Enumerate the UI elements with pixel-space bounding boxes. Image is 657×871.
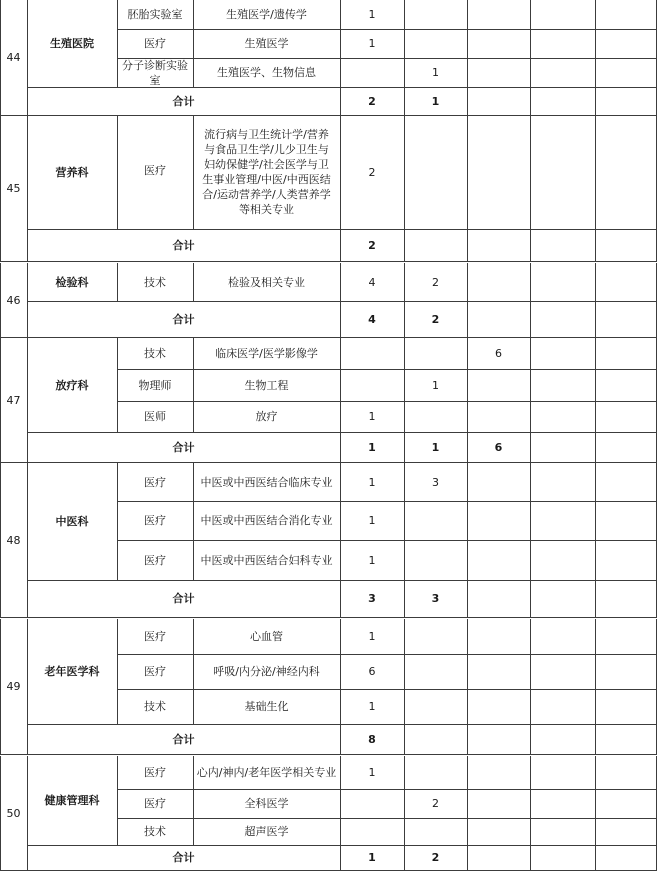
count-cell-c8: [595, 338, 657, 369]
count-cell-c6: [467, 58, 530, 87]
grid-line: [404, 263, 405, 337]
grid-line: [27, 115, 28, 261]
count-cell-c5: 1: [432, 66, 439, 79]
count-cell-c8: [595, 619, 657, 654]
grid-line: [0, 115, 1, 261]
grid-line: [27, 463, 28, 617]
grid-line: [340, 619, 341, 754]
grid-line: [467, 756, 468, 870]
count-cell-c4: 6: [368, 665, 376, 678]
subtotal-c7: [530, 229, 595, 261]
grid-line: [404, 0, 405, 115]
count-cell-c8: [595, 689, 657, 724]
count-cell-c8: [595, 401, 657, 432]
count-cell-c8: [595, 501, 657, 540]
count-cell-c4: [340, 818, 404, 845]
subtotal-c7: [530, 845, 595, 870]
grid-line: [117, 756, 118, 845]
row-number: 48: [6, 533, 21, 547]
subtotal-c8: [595, 724, 657, 754]
grid-line: [467, 619, 468, 754]
row-number: 50: [6, 806, 21, 820]
major-cell: 心内/神内/老年医学相关专业: [196, 766, 337, 779]
count-cell-c6: [467, 263, 530, 301]
subtotal-label: 合计: [172, 94, 195, 108]
count-cell-c4: 1: [368, 8, 376, 21]
grid-line: [340, 756, 341, 870]
row-number: 45: [6, 181, 21, 195]
count-cell-c4: 2: [368, 165, 376, 179]
major-cell: 放疗: [255, 410, 278, 423]
subtotal-c8: [595, 301, 657, 337]
major-cell: 中医或中西医结合消化专业: [200, 514, 333, 527]
grid-line: [193, 0, 194, 87]
subtotal-label: 合计: [172, 312, 195, 326]
grid-line: [530, 338, 531, 462]
count-cell-c4: [340, 369, 404, 401]
count-cell-c8: [595, 818, 657, 845]
category-cell: 医疗: [144, 514, 166, 527]
count-cell-c5: [404, 29, 467, 58]
count-cell-c5: [404, 689, 467, 724]
count-cell-c8: [595, 115, 657, 229]
count-cell-c8: [595, 58, 657, 87]
subtotal-label: 合计: [172, 440, 195, 454]
grid-line: [117, 619, 118, 724]
grid-line: [193, 115, 194, 229]
major-cell: 检验及相关专业: [228, 275, 305, 289]
subtotal-c7: [530, 301, 595, 337]
subtotal-label: 合计: [172, 851, 195, 864]
grid-line: [340, 463, 341, 617]
count-cell-c8: [595, 369, 657, 401]
count-cell-c6: [467, 756, 530, 789]
count-cell-c4: 1: [368, 553, 376, 567]
grid-line: [193, 619, 194, 724]
count-cell-c8: [595, 463, 657, 501]
count-cell-c7: [530, 619, 595, 654]
category-cell: 医疗: [144, 37, 166, 50]
major-cell: 中医或中西医结合临床专业: [200, 475, 333, 489]
count-cell-c8: [595, 756, 657, 789]
count-cell-c6: [467, 619, 530, 654]
subtotal-c4: 4: [368, 312, 376, 326]
grid-line: [193, 263, 194, 301]
subtotal-c4: 2: [368, 94, 376, 108]
subtotal-c5: 2: [431, 312, 440, 326]
count-cell-c6: [467, 818, 530, 845]
grid-line: [340, 0, 341, 115]
major-cell: 呼吸/内分泌/神经内科: [213, 665, 320, 678]
row-number: 47: [6, 393, 21, 407]
grid-line: [467, 115, 468, 261]
subtotal-c8: [595, 87, 657, 115]
grid-line: [404, 115, 405, 261]
grid-line: [0, 261, 657, 262]
subtotal-c5: 1: [431, 94, 440, 108]
grid-line: [27, 619, 28, 754]
subtotal-c4: 3: [368, 592, 376, 605]
count-cell-c6: 6: [495, 347, 502, 360]
count-cell-c8: [595, 0, 657, 29]
grid-line: [340, 263, 341, 337]
grid-line: [467, 463, 468, 617]
category-cell: 技术: [144, 700, 166, 713]
category-cell: 医疗: [144, 665, 166, 678]
major-cell: 全科医学: [244, 797, 289, 810]
count-cell-c8: [595, 654, 657, 689]
grid-line: [193, 463, 194, 580]
count-cell-c7: [530, 501, 595, 540]
subtotal-c4: 1: [368, 851, 376, 864]
count-cell-c4: 1: [368, 700, 376, 713]
count-cell-c8: [595, 540, 657, 580]
grid-line: [193, 338, 194, 432]
count-cell-c7: [530, 818, 595, 845]
count-cell-c7: [530, 401, 595, 432]
department-name: 老年医学科: [44, 665, 100, 678]
count-cell-c7: [530, 689, 595, 724]
subtotal-c6: [467, 845, 530, 870]
subtotal-c5: 3: [431, 592, 440, 605]
row-number: 49: [6, 680, 21, 693]
grid-line: [595, 463, 596, 617]
category-cell: 医疗: [144, 797, 166, 810]
subtotal-c6: [467, 229, 530, 261]
grid-line: [0, 756, 1, 870]
department-name: 营养科: [55, 165, 89, 179]
subtotal-c8: [595, 432, 657, 462]
grid-line: [0, 463, 1, 617]
category-cell: 医师: [144, 410, 166, 423]
subtotal-c7: [530, 724, 595, 754]
subtotal-label: 合计: [172, 238, 195, 252]
category-cell: 胚胎实验室: [127, 8, 183, 21]
subtotal-c5: [404, 229, 467, 261]
count-cell-c6: [467, 689, 530, 724]
count-cell-c6: [467, 369, 530, 401]
count-cell-c8: [595, 263, 657, 301]
major-cell: 中医或中西医结合妇科专业: [200, 553, 333, 567]
category-cell: 技术: [144, 347, 166, 360]
count-cell-c6: [467, 654, 530, 689]
count-cell-c6: [467, 29, 530, 58]
major-cell: 生殖医学、生物信息: [217, 66, 316, 79]
count-cell-c5: 2: [432, 797, 439, 810]
count-cell-c5: 2: [432, 275, 439, 289]
count-cell-c5: [404, 401, 467, 432]
count-cell-c4: [340, 338, 404, 369]
count-cell-c6: [467, 115, 530, 229]
department-name: 健康管理科: [44, 794, 100, 807]
count-cell-c6: [467, 789, 530, 818]
grid-line: [530, 115, 531, 261]
grid-line: [595, 338, 596, 462]
grid-line: [0, 619, 1, 754]
row-number: 44: [6, 51, 21, 64]
department-name: 检验科: [55, 275, 89, 289]
subtotal-c7: [530, 87, 595, 115]
department-name: 放疗科: [55, 378, 89, 392]
subtotal-label: 合计: [172, 592, 195, 605]
grid-line: [404, 619, 405, 754]
count-cell-c5: 3: [432, 475, 439, 489]
major-cell: 生殖医学: [244, 37, 289, 50]
count-cell-c7: [530, 756, 595, 789]
grid-line: [117, 115, 118, 229]
grid-line: [530, 263, 531, 337]
count-cell-c7: [530, 338, 595, 369]
count-cell-c4: 1: [368, 766, 376, 779]
grid-line: [530, 756, 531, 870]
subtotal-c8: [595, 580, 657, 617]
category-cell: 医疗: [144, 553, 166, 567]
subtotal-c5: 2: [431, 851, 440, 864]
count-cell-c5: [404, 115, 467, 229]
count-cell-c5: [404, 619, 467, 654]
major-cell: 超声医学: [244, 825, 289, 838]
grid-line: [595, 115, 596, 261]
major-cell: 基础生化: [244, 700, 289, 713]
subtotal-c5: [404, 724, 467, 754]
grid-line: [340, 115, 341, 261]
major-cell: 临床医学/医学影像学: [215, 347, 318, 360]
major-cell: 流行病与卫生统计学/营养与食品卫生学/儿少卫生与妇幼保健学/社会医学与卫生事业管理/中医/中西医结合/运动营养学/人类营养学等相关专业: [202, 128, 331, 216]
grid-line: [0, 338, 1, 462]
count-cell-c6: [467, 0, 530, 29]
subtotal-c7: [530, 580, 595, 617]
count-cell-c8: [595, 29, 657, 58]
category-cell: 医疗: [144, 164, 166, 177]
subtotal-label: 合计: [172, 732, 195, 746]
count-cell-c7: [530, 58, 595, 87]
grid-line: [467, 0, 468, 115]
count-cell-c5: [404, 818, 467, 845]
count-cell-c7: [530, 463, 595, 501]
count-cell-c8: [595, 789, 657, 818]
count-cell-c4: 1: [368, 630, 376, 643]
count-cell-c6: [467, 463, 530, 501]
department-name: 中医科: [55, 515, 89, 528]
grid-line: [27, 0, 28, 115]
grid-line: [117, 463, 118, 580]
subtotal-c8: [595, 229, 657, 261]
count-cell-c5: [404, 0, 467, 29]
subtotal-c4: 1: [368, 440, 376, 454]
count-cell-c5: [404, 654, 467, 689]
category-cell: 医疗: [144, 630, 166, 643]
count-cell-c7: [530, 115, 595, 229]
subtotal-c6: 6: [494, 440, 503, 454]
count-cell-c5: [404, 756, 467, 789]
grid-line: [117, 263, 118, 301]
count-cell-c4: 1: [368, 410, 376, 423]
count-cell-c5: [404, 540, 467, 580]
subtotal-c6: [467, 301, 530, 337]
count-cell-c7: [530, 29, 595, 58]
category-cell: 分子诊断实验室: [122, 58, 188, 87]
grid-line: [404, 756, 405, 870]
count-cell-c7: [530, 540, 595, 580]
category-cell: 医疗: [144, 766, 166, 779]
count-cell-c5: [404, 501, 467, 540]
count-cell-c4: 1: [368, 514, 376, 527]
grid-line: [0, 617, 657, 618]
count-cell-c6: [467, 540, 530, 580]
grid-line: [595, 756, 596, 870]
count-cell-c7: [530, 263, 595, 301]
count-cell-c7: [530, 789, 595, 818]
count-cell-c7: [530, 0, 595, 29]
grid-line: [467, 338, 468, 462]
category-cell: 技术: [144, 275, 166, 289]
grid-line: [530, 0, 531, 115]
count-cell-c5: 1: [432, 378, 439, 392]
subtotal-c6: [467, 87, 530, 115]
grid-line: [530, 619, 531, 754]
grid-line: [0, 754, 657, 755]
grid-line: [27, 263, 28, 337]
category-cell: 物理师: [138, 378, 172, 392]
count-cell-c4: [340, 789, 404, 818]
grid-line: [595, 0, 596, 115]
count-cell-c5: [404, 338, 467, 369]
major-cell: 生殖医学/遗传学: [226, 8, 307, 21]
grid-line: [117, 338, 118, 432]
category-cell: 技术: [144, 825, 166, 838]
grid-line: [467, 263, 468, 337]
subtotal-c4: 2: [368, 238, 376, 252]
count-cell-c4: 4: [368, 275, 376, 289]
grid-line: [0, 0, 1, 115]
grid-line: [340, 338, 341, 462]
subtotal-c6: [467, 724, 530, 754]
subtotal-c5: 1: [431, 440, 440, 454]
grid-line: [595, 619, 596, 754]
count-cell-c4: [340, 58, 404, 87]
count-cell-c6: [467, 401, 530, 432]
count-cell-c6: [467, 501, 530, 540]
grid-line: [193, 756, 194, 845]
department-name: 生殖医院: [50, 37, 94, 50]
row-number: 46: [6, 293, 21, 307]
grid-line: [530, 463, 531, 617]
major-cell: 生物工程: [244, 378, 289, 392]
major-cell: 心血管: [250, 630, 283, 643]
grid-line: [595, 263, 596, 337]
grid-line: [117, 0, 118, 87]
grid-line: [27, 338, 28, 462]
grid-line: [404, 463, 405, 617]
category-cell: 医疗: [144, 475, 166, 489]
count-cell-c4: 1: [368, 475, 376, 489]
grid-line: [27, 756, 28, 870]
subtotal-c6: [467, 580, 530, 617]
subtotal-c7: [530, 432, 595, 462]
count-cell-c7: [530, 369, 595, 401]
count-cell-c7: [530, 654, 595, 689]
subtotal-c4: 8: [368, 732, 376, 746]
grid-line: [404, 338, 405, 462]
grid-line: [0, 263, 1, 337]
count-cell-c4: 1: [368, 37, 376, 50]
subtotal-c8: [595, 845, 657, 870]
